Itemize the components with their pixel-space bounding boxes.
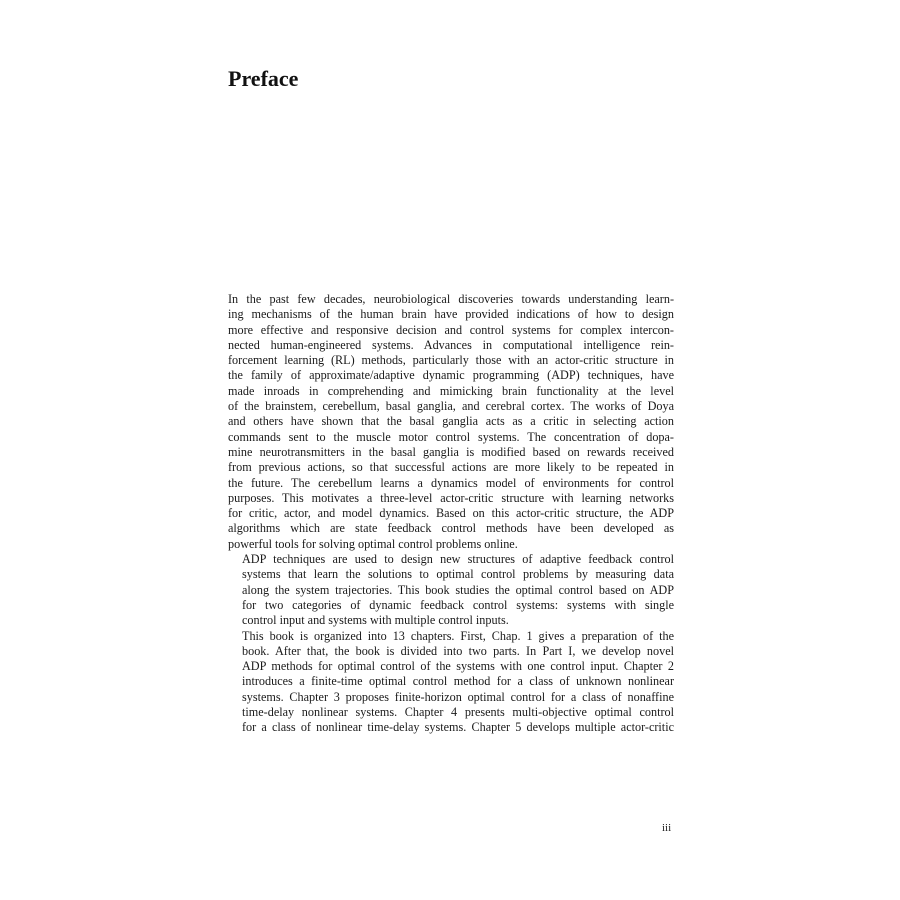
text-line: ADP techniques are used to design new structures of adaptive feedback control bbox=[242, 552, 674, 567]
text-line: ing mechanisms of the human brain have provided indications of how to design bbox=[228, 307, 674, 322]
text-line: ADP methods for optimal control of the systems with one control input. Chapter 2 bbox=[242, 659, 674, 674]
text-line: the future. The cerebellum learns a dynamics model of environments for control bbox=[228, 475, 674, 490]
text-line: for critic, actor, and model dynamics. Based on this actor-critic structure, the ADP bbox=[228, 506, 674, 521]
text-line: time-delay nonlinear systems. Chapter 4 presents multi-objective optimal control bbox=[242, 705, 674, 720]
text-line: for a class of nonlinear time-delay systems. Chapter 5 develops multiple actor-critic bbox=[242, 720, 674, 735]
text-line: more effective and responsive decision and control systems for complex intercon- bbox=[228, 322, 674, 337]
page-number: iii bbox=[662, 822, 672, 834]
text-line: systems that learn the solutions to optimal control problems by measuring data bbox=[242, 567, 674, 582]
text-line: In the past few decades, neurobiological discoveries towards understanding learn- bbox=[228, 292, 674, 306]
paragraph-1 bbox=[228, 292, 674, 552]
text-line: mine neurotransmitters in the basal ganglia is modified based on rewards received bbox=[228, 444, 674, 459]
text-line: and others have shown that the basal ganglia acts as a critic in selecting action bbox=[228, 414, 674, 429]
text-line: book. After that, the book is divided into two parts. In Part I, we develop novel bbox=[242, 643, 674, 658]
preface-body bbox=[228, 292, 674, 736]
paragraph-3 bbox=[228, 629, 674, 736]
text-line: purposes. This motivates a three-level actor-critic structure with learning networks bbox=[228, 490, 674, 505]
text-line: This book is organized into 13 chapters. First, Chap. 1 gives a preparation of the bbox=[242, 628, 674, 643]
text-line: control input and systems with multiple control inputs. bbox=[242, 613, 509, 628]
text-line: introduces a finite-time optimal control method for a class of unknown nonlinear bbox=[242, 674, 674, 689]
text-line: powerful tools for solving optimal control problems online. bbox=[228, 536, 518, 551]
text-line: from previous actions, so that successful actions are more likely to be repeated in bbox=[228, 460, 674, 475]
page-title: Preface bbox=[228, 66, 299, 91]
text-line: commands sent to the muscle motor control systems. The concentration of dopa- bbox=[228, 429, 674, 444]
text-line: made inroads in comprehending and mimicking brain functionality at the level bbox=[228, 383, 674, 398]
text-line: for two categories of dynamic feedback control systems: systems with single bbox=[242, 597, 674, 612]
text-line: algorithms which are state feedback control methods have been developed as bbox=[228, 521, 674, 536]
text-line: systems. Chapter 3 proposes finite-horizon optimal control for a class of nonaffine bbox=[242, 689, 674, 704]
text-line: forcement learning (RL) methods, particularly those with an actor-critic structure in bbox=[228, 353, 674, 368]
text-line: along the system trajectories. This book studies the optimal control based on ADP bbox=[242, 582, 674, 597]
text-line: of the brainstem, cerebellum, basal ganglia, and cerebral cortex. The works of Doya bbox=[228, 399, 674, 414]
text-line: the family of approximate/adaptive dynamic programming (ADP) techniques, have bbox=[228, 368, 674, 383]
text-line: nected human-engineered systems. Advances in computational intelligence rein- bbox=[228, 337, 674, 352]
paragraph-2 bbox=[228, 552, 674, 628]
